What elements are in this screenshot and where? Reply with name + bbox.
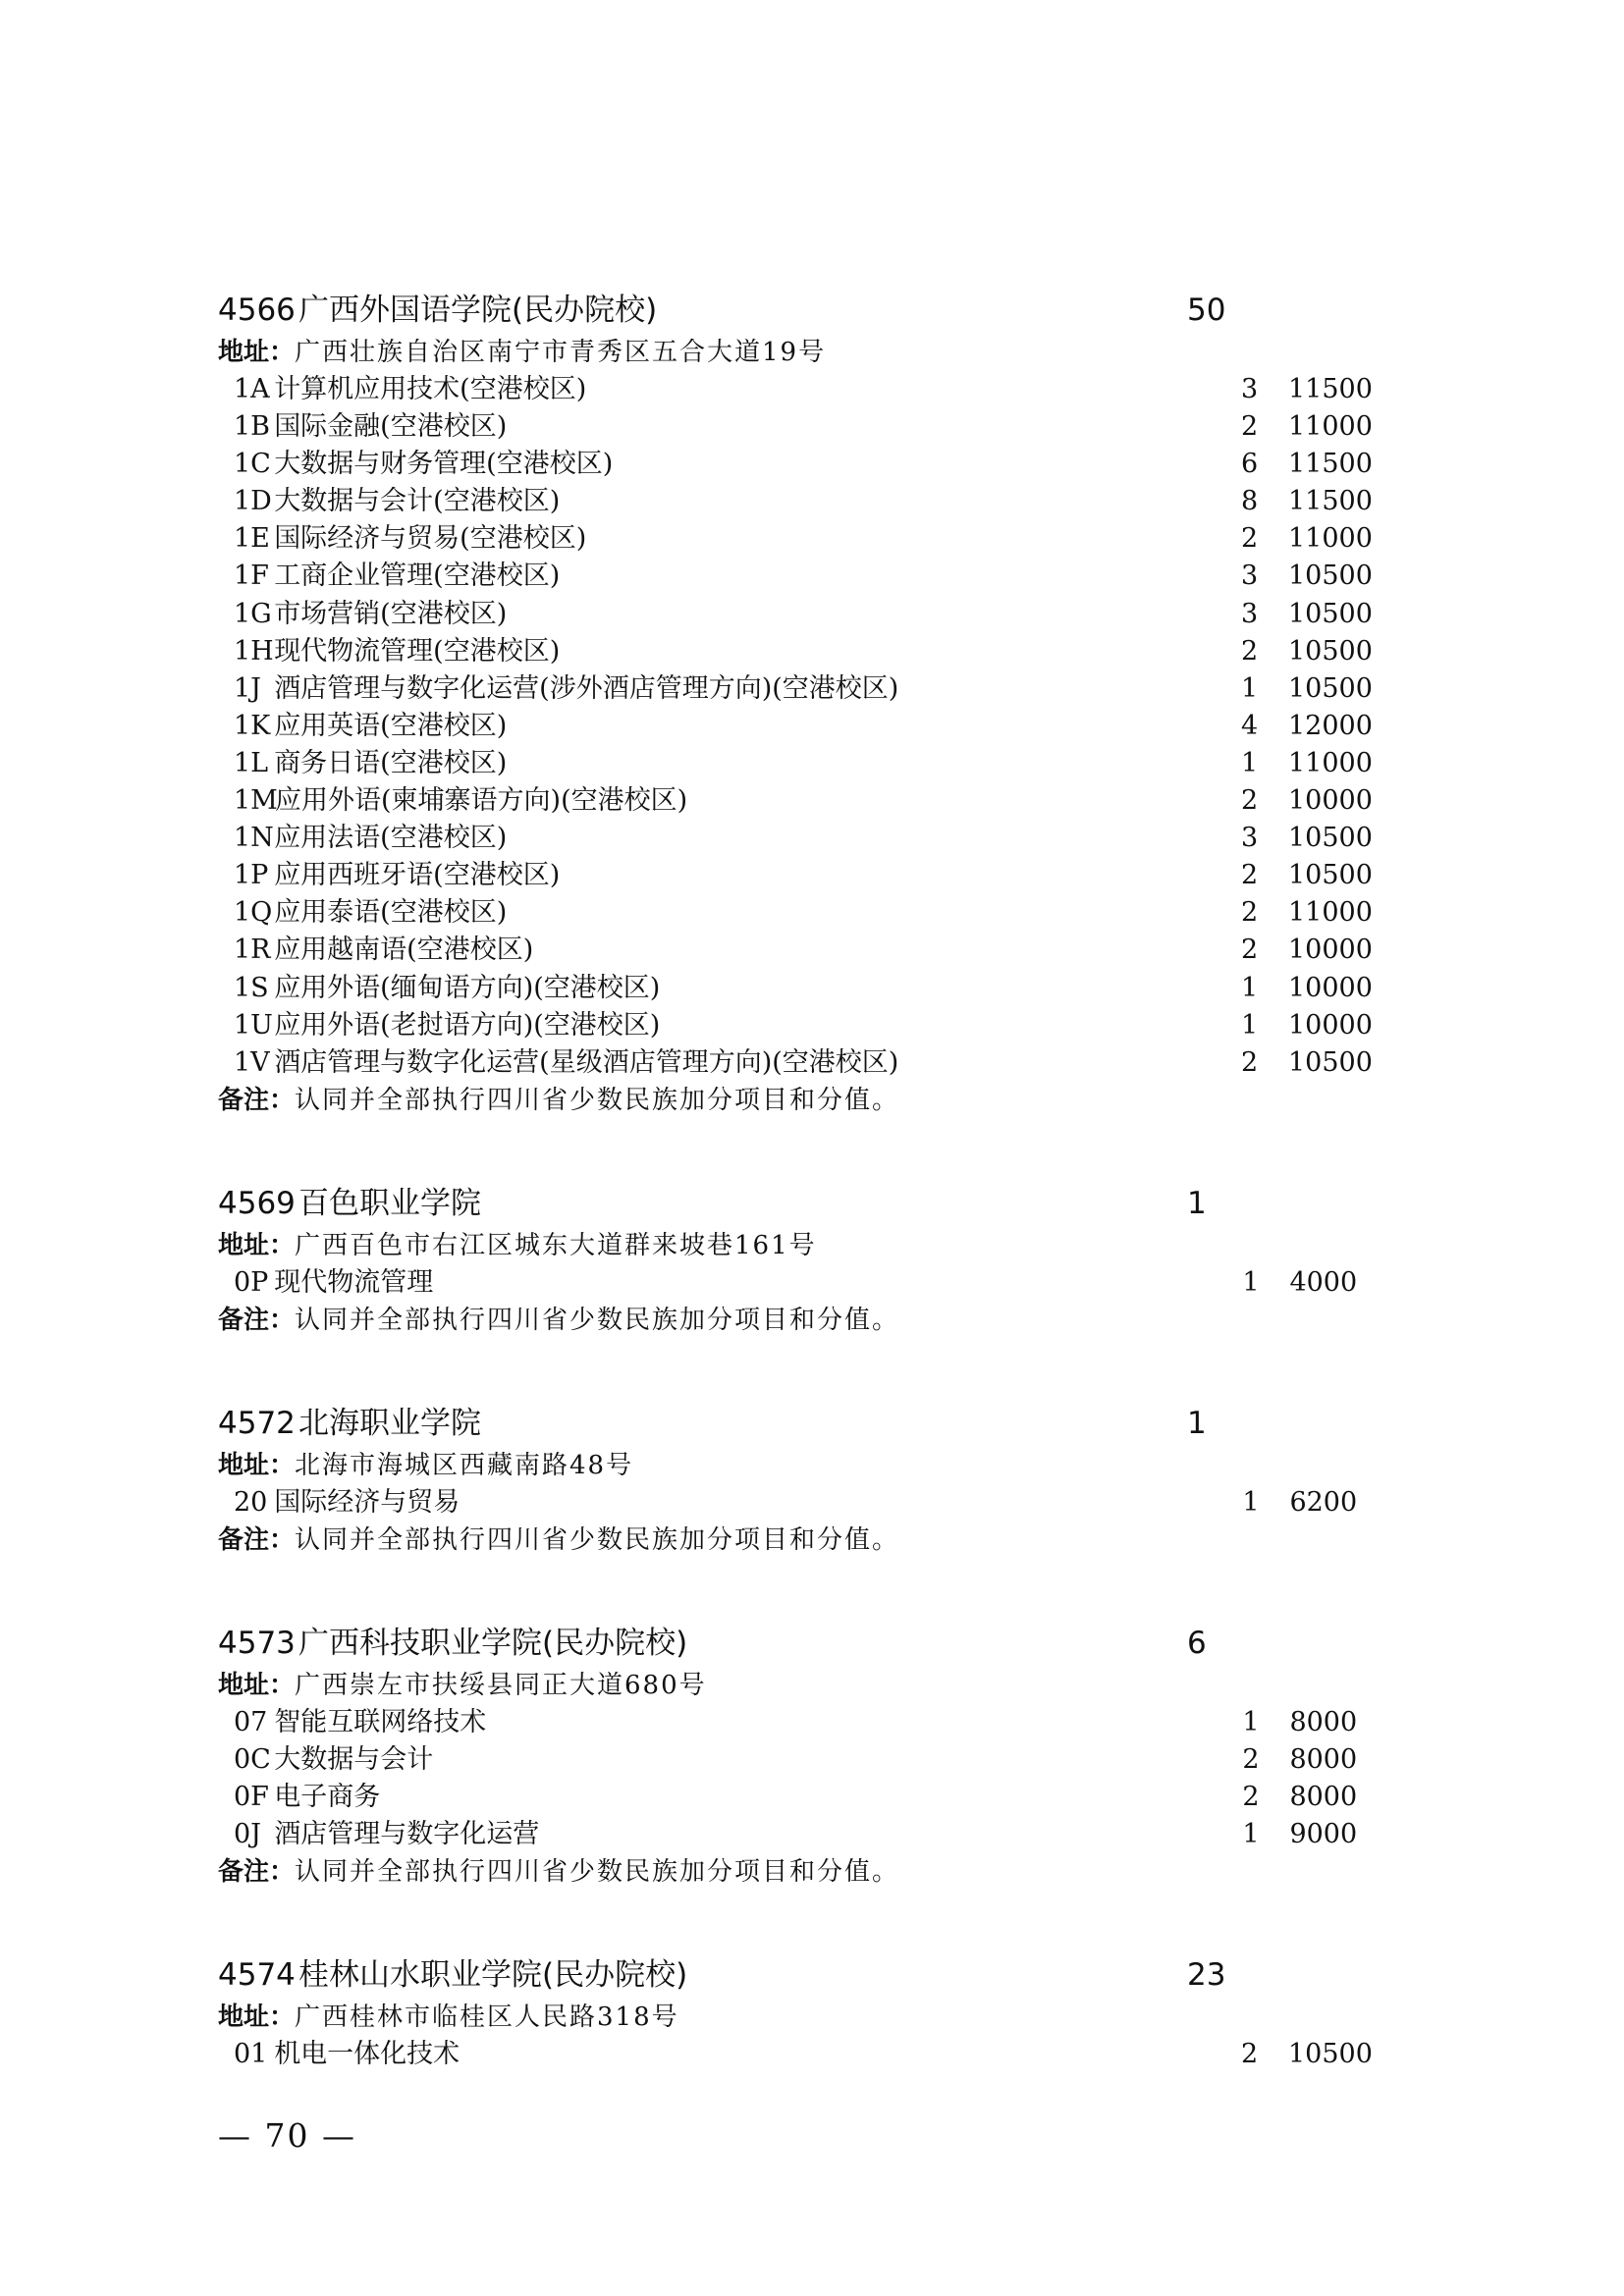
major-name: 国际经济与贸易: [274, 1486, 460, 1518]
school-entry: [218, 1951, 1373, 2073]
major-code: 0F: [234, 1782, 269, 1813]
address-label: 地址：: [218, 2002, 296, 2033]
major-fee: 11500: [1288, 374, 1373, 404]
major-fee: 11000: [1288, 523, 1373, 555]
school-header: [218, 287, 1367, 334]
major-code: 1G: [234, 598, 272, 629]
note-label: 备注：: [218, 1524, 296, 1555]
major-count: 6: [1240, 449, 1259, 480]
major-count: 2: [1240, 1046, 1259, 1078]
school-total-quota: 1: [1187, 1405, 1207, 1441]
major-row: [218, 1264, 1367, 1302]
major-fee: 11000: [1288, 747, 1373, 778]
major-count: 2: [1240, 860, 1259, 891]
school-note: [218, 1302, 1367, 1339]
major-fee: 10500: [1288, 2039, 1373, 2070]
major-row: [218, 408, 1373, 446]
note-label: 备注：: [218, 1305, 296, 1335]
major-name: 应用外语(老挝语方向)(空港校区): [274, 1009, 661, 1041]
major-count: 1: [1242, 1819, 1260, 1850]
school-entry: [218, 1400, 1367, 1559]
school-note: [218, 1522, 1367, 1559]
address-label: 地址：: [218, 338, 296, 367]
major-code: 0P: [234, 1266, 269, 1298]
major-name: 国际经济与贸易(空港校区): [274, 523, 587, 555]
school-header: [218, 1620, 1367, 1667]
note-text: 认同并全部执行四川省少数民族加分项目和分值。: [295, 1524, 900, 1555]
school-note: [218, 1853, 1367, 1891]
major-count: 2: [1242, 1744, 1260, 1776]
major-row: [218, 782, 1373, 820]
major-code: 0J: [234, 1819, 262, 1850]
major-code: 0C: [234, 1744, 271, 1776]
major-count: 2: [1242, 1782, 1260, 1813]
school-code: 4574: [218, 1957, 296, 1994]
major-fee: 11500: [1288, 486, 1373, 517]
major-code: 1A: [234, 374, 270, 404]
note-label: 备注：: [218, 1085, 296, 1115]
major-row: [218, 708, 1373, 745]
major-code: 01: [234, 2039, 268, 2070]
major-count: 1: [1240, 972, 1259, 1003]
major-code: 20: [234, 1486, 268, 1518]
major-name: 国际金融(空港校区): [274, 411, 508, 443]
note-text: 认同并全部执行四川省少数民族加分项目和分值。: [295, 1085, 900, 1115]
major-count: 8: [1240, 486, 1259, 517]
major-count: 1: [1242, 1706, 1260, 1737]
major-count: 1: [1242, 1486, 1260, 1518]
major-fee: 10500: [1288, 561, 1373, 592]
major-count: 1: [1240, 672, 1259, 704]
major-row: [218, 894, 1373, 932]
major-count: 4: [1240, 710, 1259, 741]
major-name: 智能互联网络技术: [274, 1706, 487, 1737]
address-text: 广西百色市右江区城东大道群来坡巷161号: [295, 1230, 817, 1260]
major-name: 计算机应用技术(空港校区): [274, 374, 587, 404]
major-row: [218, 970, 1373, 1007]
major-count: 2: [1240, 785, 1259, 817]
major-row: [218, 1816, 1367, 1853]
major-row: [218, 371, 1373, 408]
major-name: 现代物流管理: [274, 1266, 434, 1298]
school-total-quota: 6: [1187, 1625, 1207, 1661]
major-name: 酒店管理与数字化运营(星级酒店管理方向)(空港校区): [274, 1046, 899, 1078]
major-row: [218, 1741, 1367, 1779]
school-total-quota: 1: [1187, 1185, 1207, 1221]
school-code: 4572: [218, 1405, 296, 1441]
major-row: [218, 596, 1373, 633]
major-code: 1H: [234, 635, 274, 667]
major-fee: 10500: [1288, 1046, 1373, 1078]
school-code: 4569: [218, 1185, 296, 1221]
major-count: 3: [1240, 374, 1259, 404]
major-fee: 8000: [1289, 1706, 1358, 1737]
major-name: 机电一体化技术: [274, 2039, 460, 2070]
major-code: 1F: [234, 561, 269, 592]
major-count: 3: [1240, 823, 1259, 854]
major-fee: 4000: [1289, 1266, 1358, 1298]
school-address: [218, 1447, 1367, 1484]
major-row: [218, 1704, 1367, 1741]
major-row: [218, 446, 1373, 483]
note-label: 备注：: [218, 1857, 296, 1888]
school-name: 桂林山水职业学院(民办院校): [298, 1957, 688, 1994]
major-fee: 11000: [1288, 411, 1373, 443]
school-total-quota: 23: [1187, 1957, 1226, 1994]
major-name: 大数据与会计: [274, 1744, 434, 1776]
major-code: 1P: [234, 860, 269, 891]
address-text: 广西桂林市临桂区人民路318号: [295, 2002, 679, 2033]
major-fee: 11000: [1288, 897, 1373, 929]
major-code: 07: [234, 1706, 268, 1737]
major-code: 1M: [234, 785, 278, 817]
major-row: [218, 745, 1373, 782]
major-fee: 10000: [1288, 972, 1373, 1003]
major-code: 1K: [234, 710, 271, 741]
major-fee: 10000: [1288, 785, 1373, 817]
school-total-quota: 50: [1187, 293, 1226, 328]
school-name: 北海职业学院: [298, 1405, 481, 1441]
major-count: 1: [1240, 747, 1259, 778]
major-count: 2: [1240, 411, 1259, 443]
major-code: 1V: [234, 1046, 270, 1078]
major-row: [218, 483, 1373, 520]
major-row: [218, 670, 1373, 708]
major-row: [218, 520, 1373, 558]
note-text: 认同并全部执行四川省少数民族加分项目和分值。: [295, 1305, 900, 1335]
major-count: 1: [1240, 1009, 1259, 1041]
major-fee: 8000: [1289, 1782, 1358, 1813]
major-fee: 8000: [1289, 1744, 1358, 1776]
major-count: 3: [1240, 598, 1259, 629]
major-code: 1D: [234, 486, 272, 517]
major-code: 1L: [234, 747, 269, 778]
major-count: 2: [1240, 934, 1259, 966]
address-label: 地址：: [218, 1230, 296, 1260]
school-header: [218, 1400, 1367, 1447]
major-row: [218, 1044, 1373, 1082]
major-fee: 10000: [1288, 934, 1373, 966]
major-row: [218, 558, 1373, 595]
major-fee: 11500: [1288, 449, 1373, 480]
school-name: 广西外国语学院(民办院校): [298, 293, 658, 328]
school-address: [218, 1227, 1367, 1264]
major-name: 应用外语(柬埔寨语方向)(空港校区): [275, 785, 688, 817]
major-name: 商务日语(空港校区): [274, 747, 508, 778]
major-name: 应用外语(缅甸语方向)(空港校区): [274, 972, 661, 1003]
address-text: 广西崇左市扶绥县同正大道680号: [295, 1670, 707, 1700]
school-list: [218, 287, 1373, 2134]
address-text: 广西壮族自治区南宁市青秀区五合大道19号: [295, 338, 827, 367]
major-code: 1Q: [234, 897, 273, 929]
school-name: 百色职业学院: [298, 1185, 481, 1221]
major-count: 1: [1242, 1266, 1260, 1298]
major-fee: 10500: [1288, 823, 1373, 854]
address-text: 北海市海城区西藏南路48号: [295, 1450, 634, 1480]
major-row: [218, 2036, 1373, 2073]
major-name: 应用法语(空港校区): [274, 823, 508, 854]
major-fee: 10000: [1288, 1009, 1373, 1041]
major-name: 大数据与会计(空港校区): [274, 486, 561, 517]
major-row: [218, 932, 1373, 969]
page-number: — 70 —: [218, 2116, 356, 2155]
major-fee: 10500: [1288, 672, 1373, 704]
major-code: 1R: [234, 934, 271, 966]
major-code: 1B: [234, 411, 271, 443]
major-name: 现代物流管理(空港校区): [274, 635, 561, 667]
major-name: 市场营销(空港校区): [274, 598, 508, 629]
major-row: [218, 1779, 1367, 1816]
major-name: 大数据与财务管理(空港校区): [274, 449, 614, 480]
major-code: 1U: [234, 1009, 273, 1041]
major-name: 酒店管理与数字化运营(涉外酒店管理方向)(空港校区): [274, 672, 899, 704]
major-row: [218, 820, 1373, 857]
school-code: 4573: [218, 1625, 296, 1661]
major-code: 1C: [234, 449, 271, 480]
major-name: 酒店管理与数字化运营: [274, 1819, 540, 1850]
major-row: [218, 1484, 1367, 1522]
address-label: 地址：: [218, 1670, 296, 1700]
major-code: 1S: [234, 972, 269, 1003]
major-row: [218, 1007, 1373, 1044]
major-fee: 10500: [1288, 598, 1373, 629]
major-count: 2: [1240, 2039, 1259, 2070]
major-name: 工商企业管理(空港校区): [274, 561, 561, 592]
school-header: [218, 1951, 1367, 1999]
major-fee: 10500: [1288, 635, 1373, 667]
school-address: [218, 334, 1367, 371]
major-name: 应用西班牙语(空港校区): [274, 860, 561, 891]
school-note: [218, 1082, 1367, 1119]
major-count: 3: [1240, 561, 1259, 592]
major-row: [218, 857, 1373, 894]
major-name: 应用泰语(空港校区): [274, 897, 508, 929]
address-label: 地址：: [218, 1450, 296, 1480]
school-entry: [218, 287, 1373, 1119]
major-fee: 9000: [1289, 1819, 1358, 1850]
major-name: 应用英语(空港校区): [274, 710, 508, 741]
school-address: [218, 1667, 1367, 1704]
major-name: 应用越南语(空港校区): [274, 934, 534, 966]
major-fee: 6200: [1289, 1486, 1358, 1518]
major-count: 2: [1240, 635, 1259, 667]
major-fee: 10500: [1288, 860, 1373, 891]
school-header: [218, 1180, 1367, 1227]
school-name: 广西科技职业学院(民办院校): [298, 1625, 688, 1661]
school-entry: [218, 1620, 1367, 1891]
major-count: 2: [1240, 523, 1259, 555]
major-fee: 12000: [1288, 710, 1373, 741]
major-row: [218, 633, 1373, 670]
major-code: 1N: [234, 823, 274, 854]
major-count: 2: [1240, 897, 1259, 929]
major-code: 1J: [234, 672, 262, 704]
major-name: 电子商务: [274, 1782, 381, 1813]
school-code: 4566: [218, 293, 296, 328]
school-address: [218, 1999, 1367, 2036]
note-text: 认同并全部执行四川省少数民族加分项目和分值。: [295, 1857, 900, 1888]
school-entry: [218, 1180, 1367, 1339]
major-code: 1E: [234, 523, 270, 555]
